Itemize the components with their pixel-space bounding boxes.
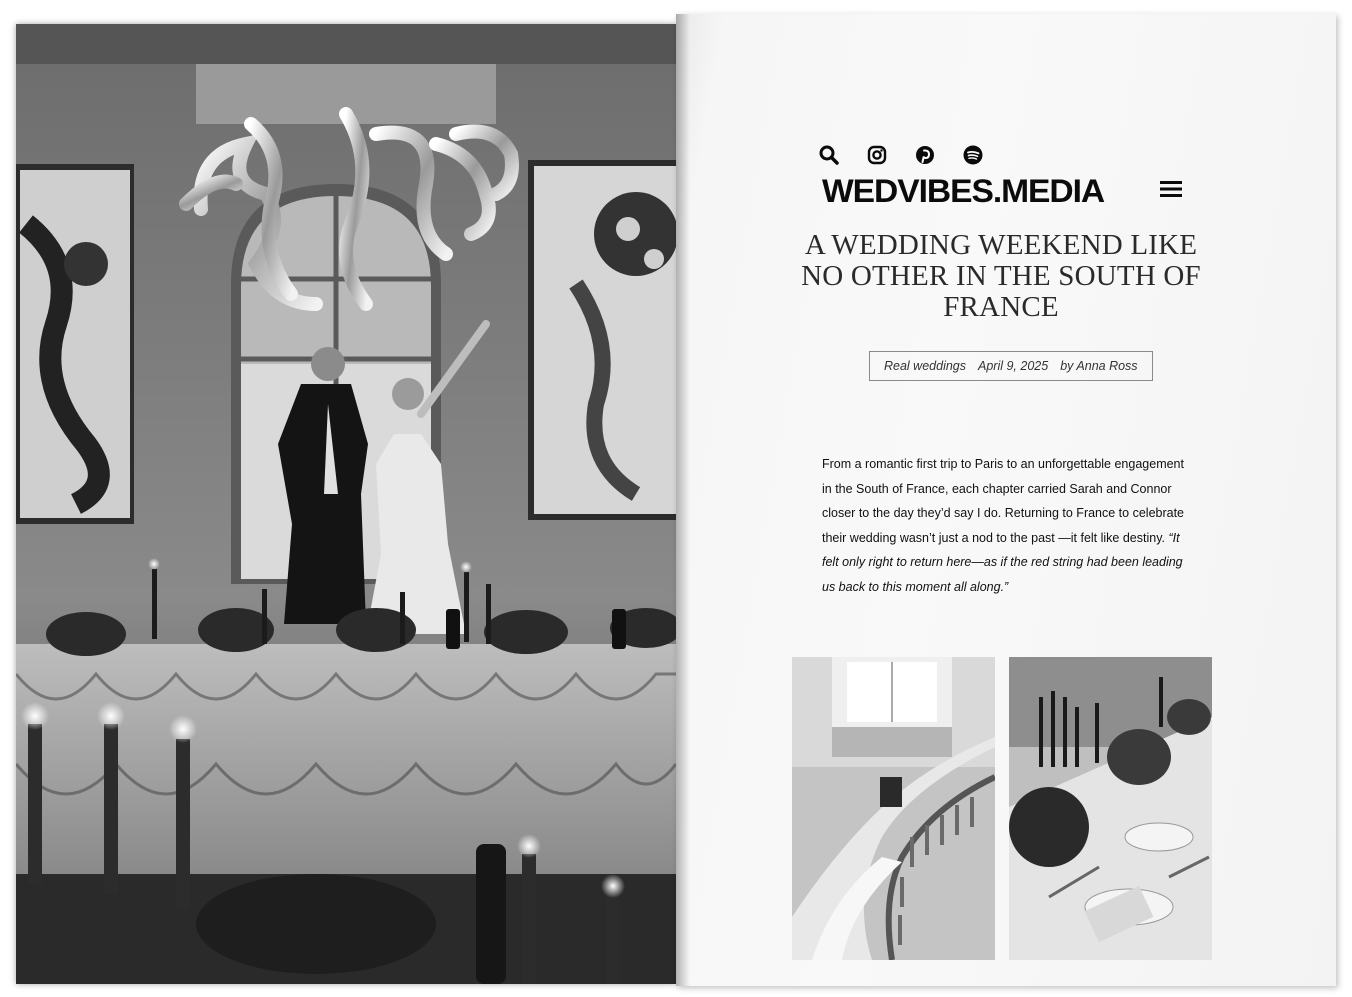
masthead xyxy=(822,170,1202,212)
article-body-text: From a romantic first trip to Paris to an unforgettable engagement in the South of France, each chapter carried Sarah and Connor closer to the day they’d say I do. Returning to France to celebrate their wedding wasn’t just a nod to the past —it felt like destiny. xyxy=(822,457,1185,545)
article-page xyxy=(676,14,1336,986)
article-author[interactable]: by Anna Ross xyxy=(1060,359,1138,373)
hero-photo-illustration xyxy=(16,24,676,984)
article-title: A WEDDING WEEKEND LIKE NO OTHER IN THE SOUTH OF FRANCE xyxy=(801,229,1201,323)
instagram-icon[interactable] xyxy=(866,144,888,166)
hamburger-menu-icon[interactable] xyxy=(1160,180,1182,198)
hero-photo xyxy=(16,24,676,984)
article-date: April 9, 2025 xyxy=(978,359,1049,373)
category-link[interactable]: Real weddings xyxy=(884,359,966,373)
article-body xyxy=(822,452,1192,599)
article-meta xyxy=(869,351,1153,381)
spotify-icon[interactable] xyxy=(962,144,984,166)
social-icons xyxy=(818,144,984,166)
staircase-photo xyxy=(792,657,995,960)
article-pull-quote: “It felt only right to return here—as if the red string had been leading us back to this moment all along.” xyxy=(822,530,1183,594)
table-setting-photo xyxy=(1009,657,1212,960)
pinterest-icon[interactable] xyxy=(914,144,936,166)
search-icon[interactable] xyxy=(818,144,840,166)
brand-logo[interactable]: WEDVIBES.MEDIA xyxy=(822,172,1105,209)
